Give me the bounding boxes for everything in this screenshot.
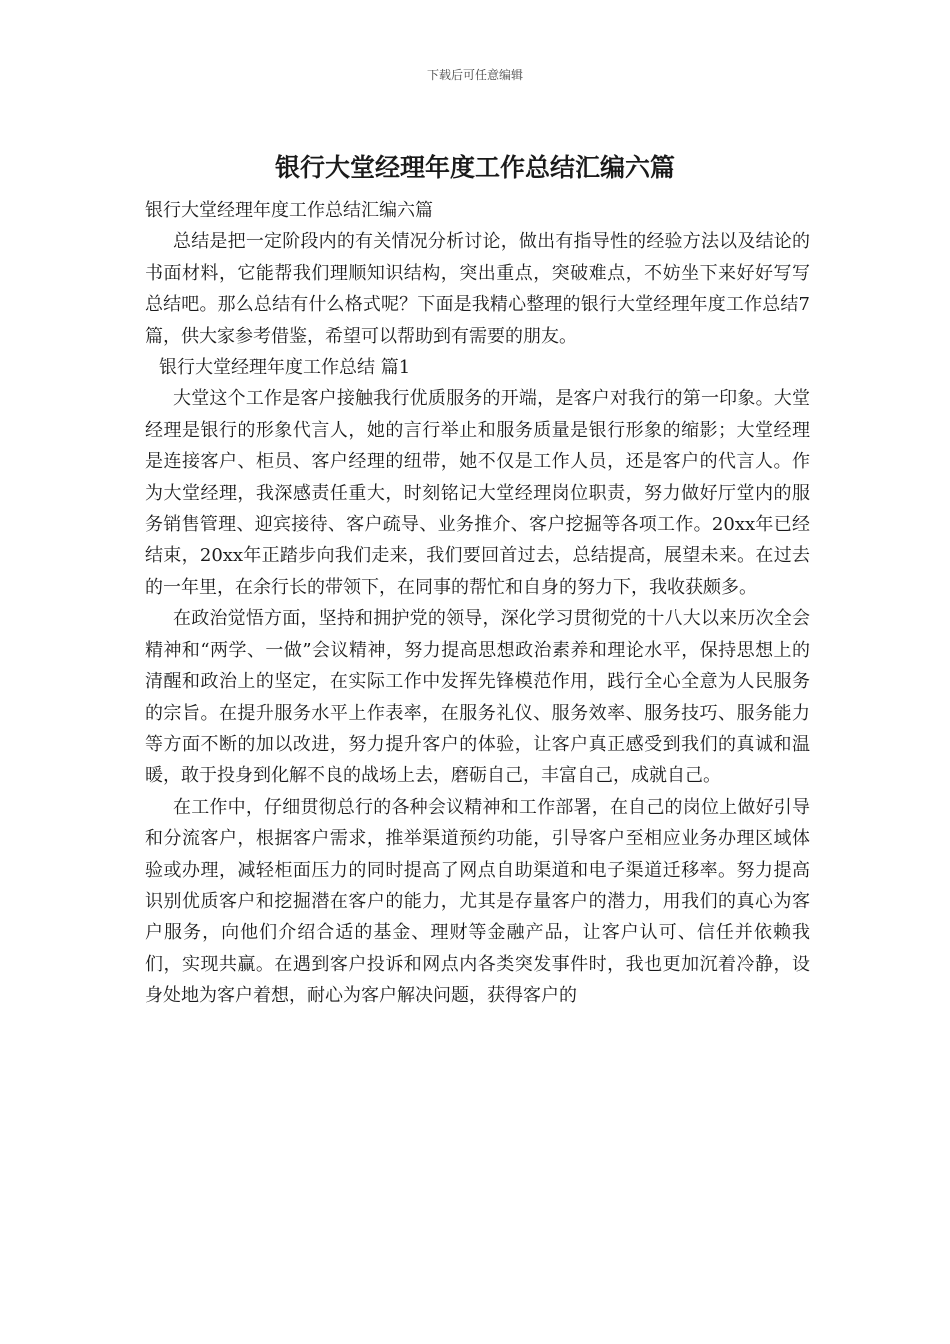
document-title: 银行大堂经理年度工作总结汇编六篇 bbox=[274, 153, 675, 182]
body-paragraph-2: 在政治觉悟方面，坚持和拥护党的领导，深化学习贯彻党的十八大以来历次全会精神和“两学、一做”会议精神，努力提高思想政治素养和理论水平，保持思想上的清醒和政治上的坚定，在实际工作中发挥先锋模范作用，践行全心全意为人民服务的宗旨。在提升服务水平上作表率，在服务礼仪、服务效率、服务技巧、服务能力等方面不断的加以改进，努力提升客户的体验，让客户真正感受到我们的真诚和温暖，敢于投身到化解不良的战场上去，磨砺自己，丰富自己，成就自己。 bbox=[145, 608, 810, 787]
document-body bbox=[145, 195, 810, 1012]
header-note: 下载后可任意编辑 bbox=[426, 68, 523, 82]
body-paragraph-3: 在工作中，仔细贯彻总行的各种会议精神和工作部署，在自己的岗位上做好引导和分流客户，根据客户需求，推举渠道预约功能，引导客户至相应业务办理区域体验或办理，减轻柜面压力的同时提高了网点自助渠道和电子渠道迁移率。努力提高识别优质客户和挖掘潜在客户的能力，尤其是存量客户的潜力，用我们的真心为客户服务，向他们介绍合适的基金、理财等金融产品，让客户认可、信任并依赖我们，实现共赢。在遇到客户投诉和网点内各类突发事件时，我也更加沉着冷静，设身处地为客户着想，耐心为客户解决问题，获得客户的 bbox=[145, 796, 810, 1007]
body-paragraph-1: 大堂这个工作是客户接触我行优质服务的开端，是客户对我行的第一印象。大堂经理是银行的形象代言人，她的言行举止和服务质量是银行形象的缩影；大堂经理是连接客户、柜员、客户经理的纽带，她不仅是工作人员，还是客户的代言人。作为大堂经理，我深感责任重大，时刻铭记大堂经理岗位职责，努力做好厅堂内的服务销售管理、迎宾接待、客户疏导、业务推介、客户挖掘等各项工作。20xx年已经结束，20xx年正踏步向我们走来，我们要回首过去，总结提高，展望未来。在过去的一年里，在余行长的带领下，在同事的帮忙和自身的努力下，我收获颇多。 bbox=[145, 388, 810, 598]
intro-paragraph: 总结是把一定阶段内的有关情况分析讨论，做出有指导性的经验方法以及结论的书面材料，它能帮我们理顺知识结构，突出重点，突破难点，不妨坐下来好好写写总结吧。那么总结有什么格式呢？下面是我精心整理的银行大堂经理年度工作总结7篇，供大家参考借鉴，希望可以帮助到有需要的朋友。 bbox=[145, 231, 810, 347]
section-heading: 银行大堂经理年度工作总结 篇1 bbox=[159, 357, 411, 379]
document-subtitle: 银行大堂经理年度工作总结汇编六篇 bbox=[145, 200, 433, 221]
